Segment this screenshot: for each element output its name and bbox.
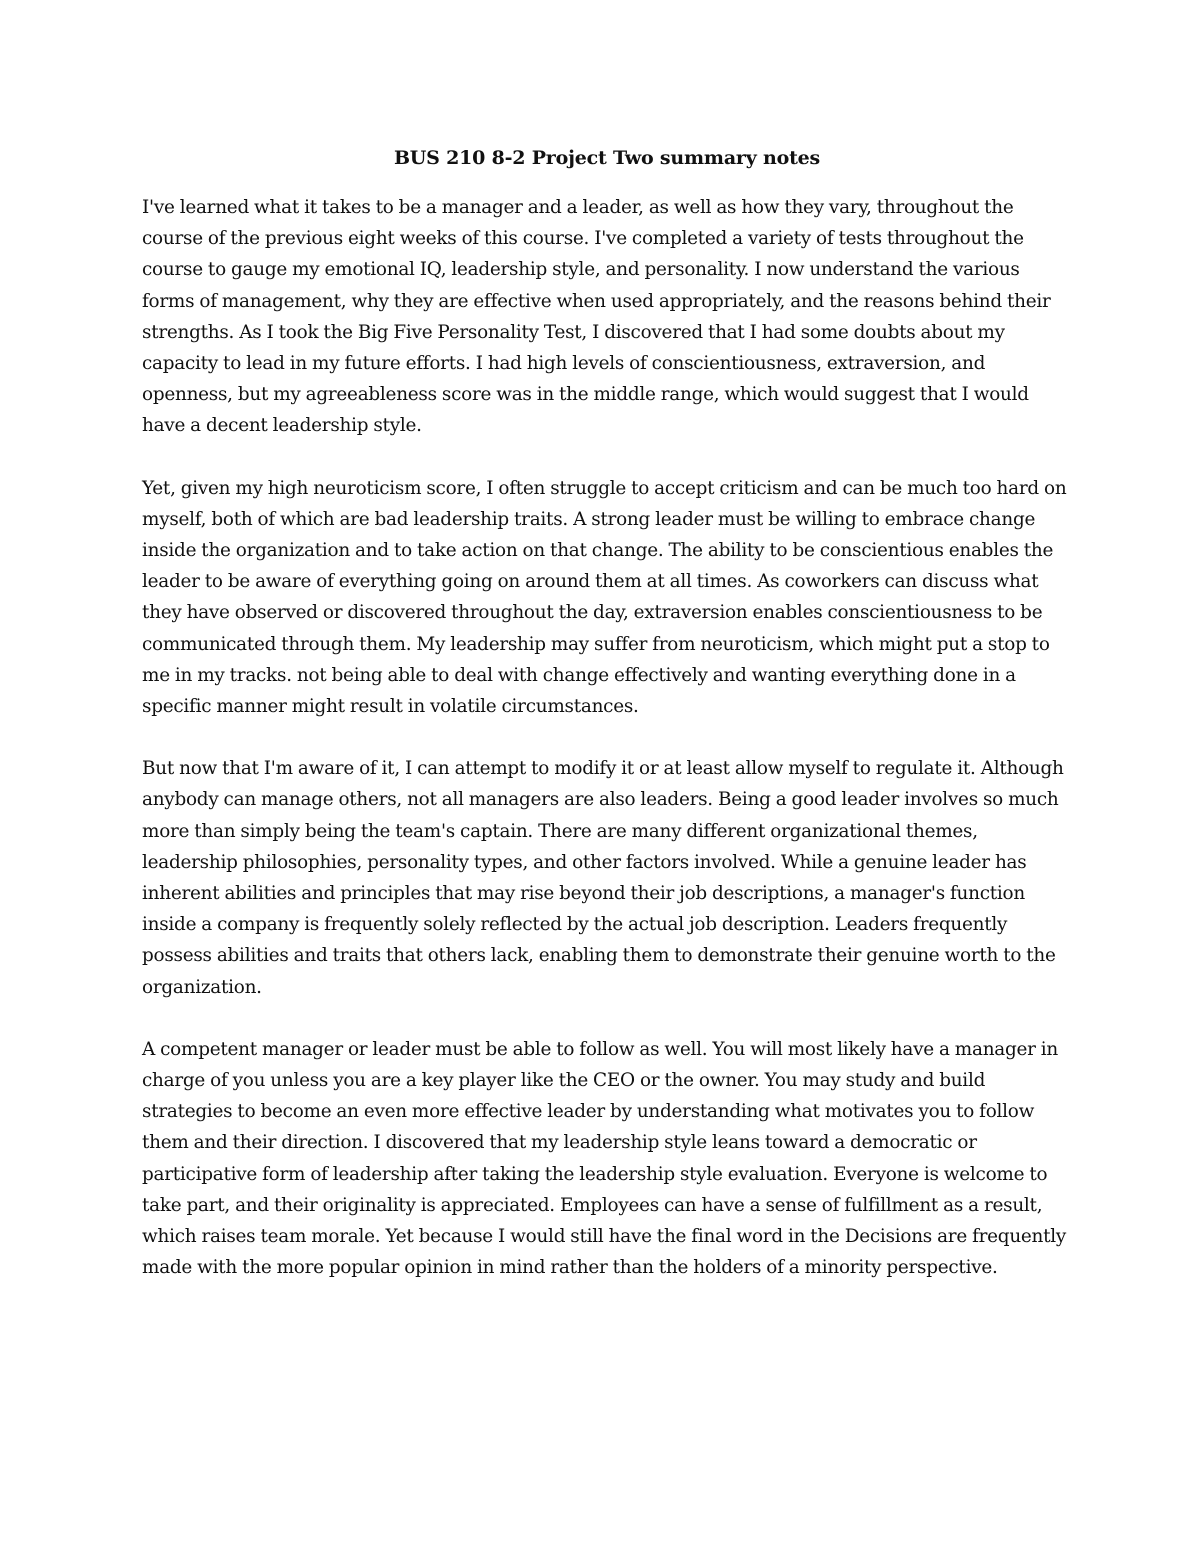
document-body [142,143,1072,1315]
paragraph-1: I've learned what it takes to be a manager and a leader, as well as how they vary, throughout the course of the previous eight weeks of this course. I've completed a variety of tests throughout the course to gauge my emotional IQ, leadership style, and personality. I now understand the various forms of management, why they are effective when used appropriately, and the reasons behind their strengths. As I took the Big Five Personality Test, I discovered that I had some doubts about my capacity to lead in my future efforts. I had high levels of conscientiousness, extraversion, and openness, but my agreeableness score was in the middle range, which would suggest that I would have a decent leadership style. [142,197,1051,437]
paragraph-2: Yet, given my high neuroticism score, I often struggle to accept criticism and can be much too hard on myself, both of which are bad leadership traits. A strong leader must be willing to embrace change inside the organization and to take action on that change. The ability to be conscientious enables the leader to be aware of everything going on around them at all times. As coworkers can discuss what they have observed or discovered throughout the day, extraversion enables conscientiousness to be communicated through them. My leadership may suffer from neuroticism, which might put a stop to me in my tracks. not being able to deal with change effectively and wanting everything done in a specific manner might result in volatile circumstances. [142,477,1067,718]
paragraph-3: But now that I'm aware of it, I can attempt to modify it or at least allow myself to regulate it. Although anybody can manage others, not all managers are also leaders. Being a good leader involves so much more than simply being the team's captain. There are many different organizational themes, leadership philosophies, personality types, and other factors involved. While a genuine leader has inherent abilities and principles that may rise beyond their job descriptions, a manager's function inside a company is frequently solely reflected by the actual job description. Leaders frequently possess abilities and traits that others lack, enabling them to demonstrate their genuine worth to the organization. [142,758,1064,998]
paragraph-4: A competent manager or leader must be able to follow as well. You will most likely have a manager in charge of you unless you are a key player like the CEO or the owner. You may study and build strategies to become an even more effective leader by understanding what motivates you to follow them and their direction. I discovered that my leadership style leans toward a democratic or participative form of leadership after taking the leadership style evaluation. Everyone is welcome to take part, and their originality is appreciated. Employees can have a sense of fulfillment as a result, which raises team morale. Yet because I would still have the final word in the Decisions are frequently made with the more popular opinion in mind rather than the holders of a minority perspective. [142,1038,1067,1279]
document-title: BUS 210 8-2 Project Two summary notes [393,147,821,169]
